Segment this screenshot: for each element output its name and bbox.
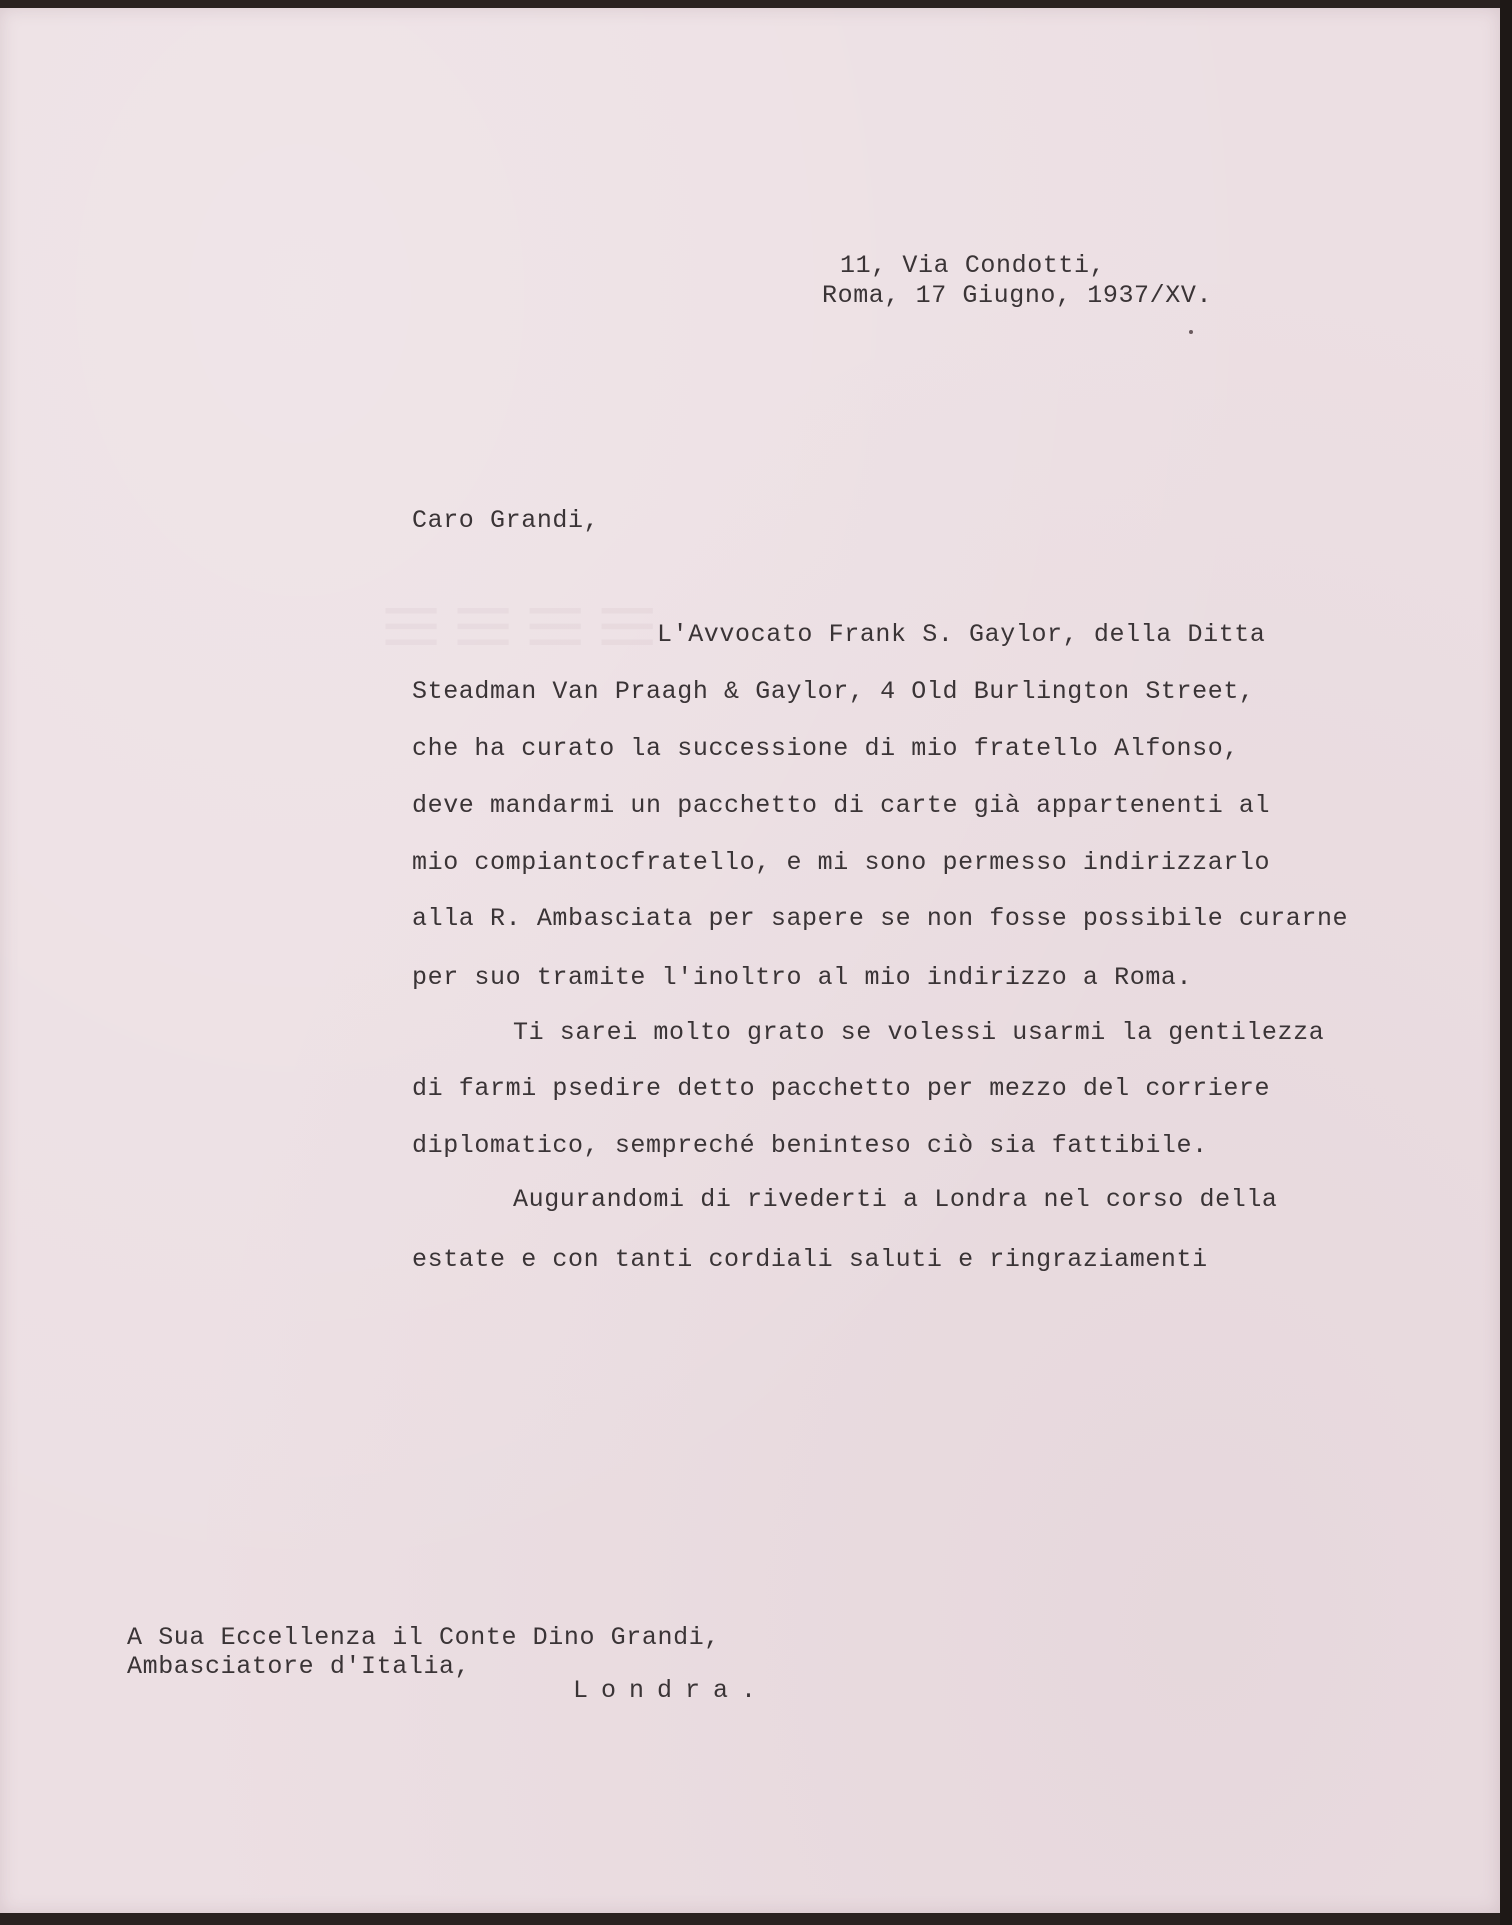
body-line: L'Avvocato Frank S. Gaylor, della Ditta xyxy=(657,620,1266,649)
body-line: Steadman Van Praagh & Gaylor, 4 Old Burlington Street, xyxy=(412,677,1255,706)
sender-address: 11, Via Condotti, xyxy=(840,251,1106,280)
ink-dot xyxy=(1189,330,1193,334)
recipient-city: Londra. xyxy=(573,1676,770,1705)
letter-date: Roma, 17 Giugno, 1937/XV. xyxy=(822,281,1213,310)
paper-watermark: ≡≡≡≡ xyxy=(380,565,669,687)
recipient-title: Ambasciatore d'Italia, xyxy=(127,1652,471,1681)
body-line: di farmi psedire detto pacchetto per mezzo del corriere xyxy=(412,1074,1271,1103)
body-line: che ha curato la successione di mio fratello Alfonso, xyxy=(412,734,1239,763)
body-line: alla R. Ambasciata per sapere se non fosse possibile curarne xyxy=(412,904,1349,933)
body-line: diplomatico, sempreché beninteso ciò sia fattibile. xyxy=(412,1131,1208,1160)
body-line: deve mandarmi un pacchetto di carte già appartenenti al xyxy=(412,791,1271,820)
salutation: Caro Grandi, xyxy=(412,506,600,535)
body-line: Augurandomi di rivederti a Londra nel corso della xyxy=(513,1185,1278,1214)
recipient-name: A Sua Eccellenza il Conte Dino Grandi, xyxy=(127,1623,720,1652)
body-line: estate e con tanti cordiali saluti e ringraziamenti xyxy=(412,1245,1208,1274)
body-line: mio compiantocfratello, e mi sono permesso indirizzarlo xyxy=(412,848,1271,877)
scan-edge xyxy=(1500,0,1512,1925)
body-line: per suo tramite l'inoltro al mio indirizzo a Roma. xyxy=(412,963,1193,992)
body-line: Ti sarei molto grato se volessi usarmi la gentilezza xyxy=(513,1018,1325,1047)
